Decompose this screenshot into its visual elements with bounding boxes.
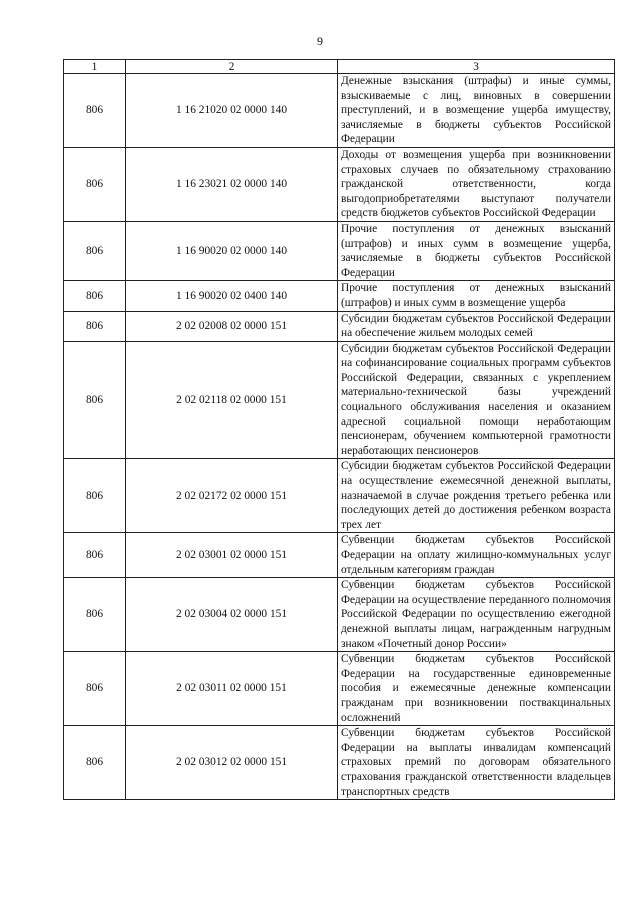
revenue-description: Прочие поступления от денежных взысканий (штрафов) и иных сумм в возмещение ущерба, зачисляемые в бюджеты субъектов Российской Федерации [338, 221, 615, 280]
revenue-description: Субсидии бюджетам субъектов Российской Федерации на софинансирование социальных программ субъектов Российской Федерации, связанных с укреплением материально-технической базы учреждений социального обслуживания населения и оказанием адресной социальной помощи неработающим пенсионерам, обучением компьютерной грамотности неработающих пенсионеров [338, 341, 615, 459]
table-header-row [64, 60, 615, 74]
admin-code: 806 [64, 533, 126, 578]
table-row [64, 459, 615, 533]
revenue-description: Субвенции бюджетам субъектов Российской Федерации на государственные единовременные пособия и ежемесячные денежные компенсации гражданам при возникновении поствакцинальных осложнений [338, 652, 615, 726]
table-row [64, 311, 615, 341]
table-row [64, 533, 615, 578]
revenue-code: 2 02 02172 02 0000 151 [126, 459, 338, 533]
table-row [64, 578, 615, 652]
revenue-code: 1 16 90020 02 0400 140 [126, 281, 338, 311]
revenue-code: 1 16 90020 02 0000 140 [126, 221, 338, 280]
column-header-2: 2 [126, 60, 338, 74]
revenue-code: 2 02 03001 02 0000 151 [126, 533, 338, 578]
budget-classification-table [63, 59, 615, 800]
revenue-code: 1 16 21020 02 0000 140 [126, 74, 338, 148]
revenue-description: Субвенции бюджетам субъектов Российской Федерации на осуществление переданного полномочия Российской Федерации по осуществлению ежегодной денежной выплаты лицам, награжденным нагрудным знаком «Почетный донор России» [338, 578, 615, 652]
revenue-code: 2 02 03011 02 0000 151 [126, 652, 338, 726]
column-header-3: 3 [338, 60, 615, 74]
table-row [64, 221, 615, 280]
revenue-description: Субсидии бюджетам субъектов Российской Федерации на осуществление ежемесячной денежной выплаты, назначаемой в случае рождения третьего ребенка или последующих детей до достижения ребенком возраста трех лет [338, 459, 615, 533]
revenue-code: 1 16 23021 02 0000 140 [126, 147, 338, 221]
revenue-description: Субсидии бюджетам субъектов Российской Федерации на обеспечение жильем молодых семей [338, 311, 615, 341]
admin-code: 806 [64, 311, 126, 341]
revenue-code: 2 02 03004 02 0000 151 [126, 578, 338, 652]
admin-code: 806 [64, 221, 126, 280]
admin-code: 806 [64, 281, 126, 311]
revenue-description: Субвенции бюджетам субъектов Российской Федерации на оплату жилищно-коммунальных услуг отдельным категориям граждан [338, 533, 615, 578]
admin-code: 806 [64, 652, 126, 726]
revenue-code: 2 02 02008 02 0000 151 [126, 311, 338, 341]
admin-code: 806 [64, 459, 126, 533]
table-row [64, 341, 615, 459]
table-row [64, 147, 615, 221]
revenue-description: Прочие поступления от денежных взысканий (штрафов) и иных сумм в возмещение ущерба [338, 281, 615, 311]
revenue-code: 2 02 02118 02 0000 151 [126, 341, 338, 459]
table-row [64, 726, 615, 800]
admin-code: 806 [64, 726, 126, 800]
page-number: 9 [317, 34, 323, 48]
column-header-1: 1 [64, 60, 126, 74]
table-row [64, 652, 615, 726]
admin-code: 806 [64, 74, 126, 148]
table-row [64, 74, 615, 148]
admin-code: 806 [64, 578, 126, 652]
revenue-description: Доходы от возмещения ущерба при возникновении страховых случаев по обязательному страхованию гражданской ответственности, когда выгодоприобретателями выступают получатели средств бюджетов субъектов Российской Федерации [338, 147, 615, 221]
admin-code: 806 [64, 341, 126, 459]
revenue-code: 2 02 03012 02 0000 151 [126, 726, 338, 800]
revenue-description: Субвенции бюджетам субъектов Российской Федерации на выплаты инвалидам компенсаций страховых премий по договорам обязательного страхования гражданской ответственности владельцев транспортных средств [338, 726, 615, 800]
admin-code: 806 [64, 147, 126, 221]
revenue-description: Денежные взыскания (штрафы) и иные суммы, взыскиваемые с лиц, виновных в совершении преступлений, и в возмещение ущерба имуществу, зачисляемые в бюджеты субъектов Российской Федерации [338, 74, 615, 148]
table-row [64, 281, 615, 311]
